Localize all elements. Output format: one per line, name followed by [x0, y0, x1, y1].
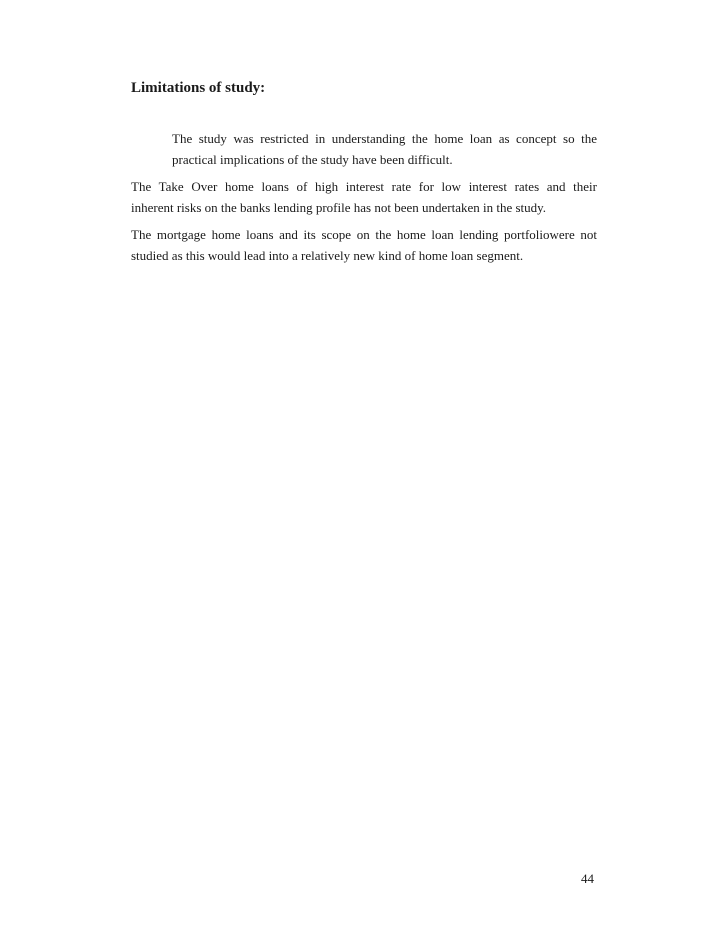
paragraph-line: The mortgage home loans and its scope on the home loan lending portfoliowere not [131, 227, 597, 242]
paragraph-mortgage-loans [131, 224, 597, 266]
paragraph-line: studied as this would lead into a relatively new kind of home loan segment. [131, 248, 524, 263]
paragraph-scope-restriction [172, 128, 597, 170]
paragraph-line: The Take Over home loans of high interest rate for low interest rates and their [131, 179, 597, 194]
paragraph-line: The study was restricted in understanding the home loan as concept so the [172, 131, 597, 146]
paragraph-take-over-loans [131, 176, 597, 218]
paragraph-line: practical implications of the study have been difficult. [172, 152, 453, 167]
paragraph-line: inherent risks on the banks lending profile has not been undertaken in the study. [131, 200, 547, 215]
section-heading: Limitations of study: [131, 80, 266, 96]
page-number: 44 [581, 871, 594, 886]
